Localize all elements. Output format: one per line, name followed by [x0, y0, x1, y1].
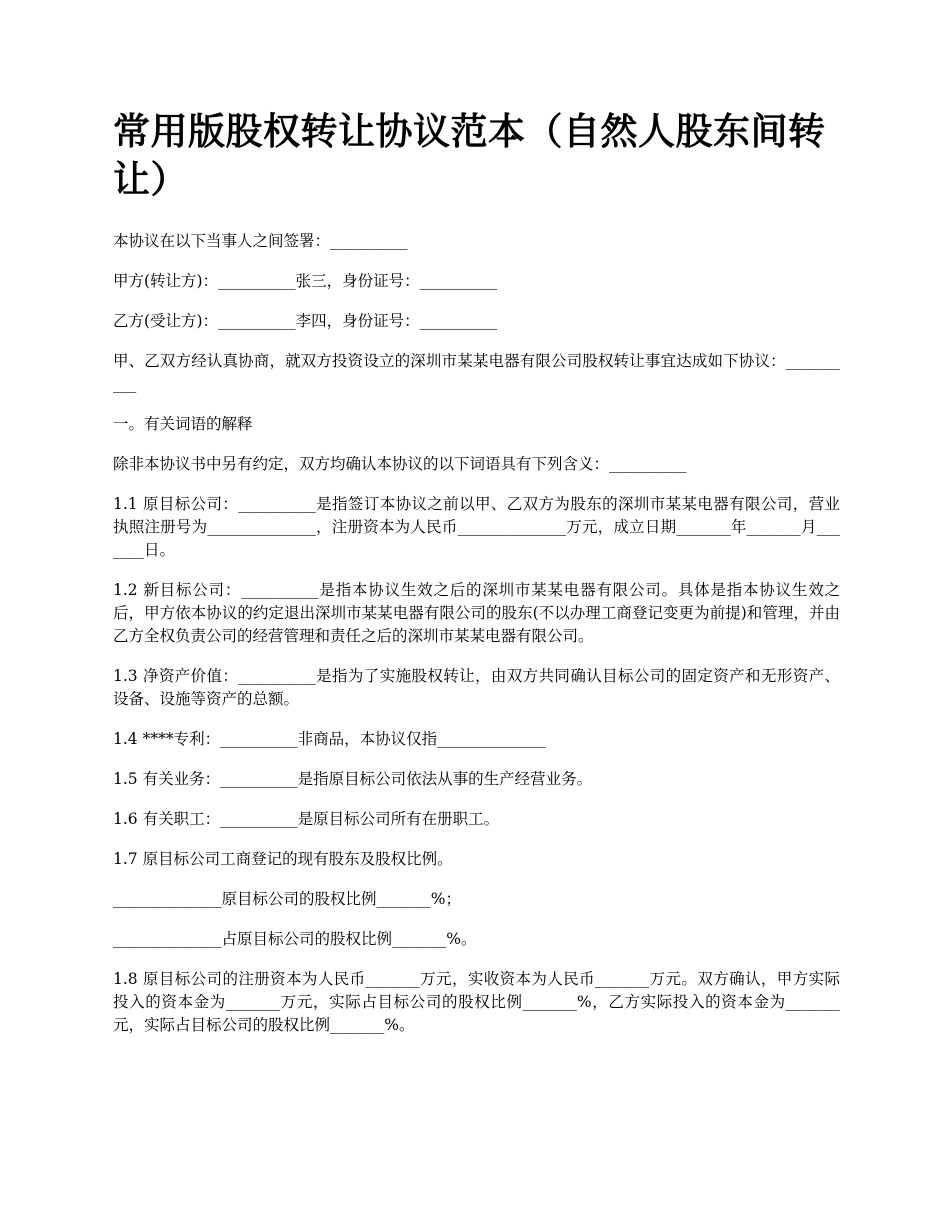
paragraph-party-a: 甲方(转让方)：__________张三，身份证号：__________: [113, 272, 498, 290]
paragraph-definitions-intro: 除非本协议书中另有约定，双方均确认本协议的以下词语具有下列含义：__________: [113, 455, 687, 473]
document-title: 常用版股权转让协议范本（自然人股东间转让）: [113, 110, 826, 201]
clause-1-4: 1.4 ****专利：__________非商品，本协议仅指______________: [113, 730, 546, 748]
clause-1-3: 1.3 净资产价值：__________是指为了实施股权转让，由双方共同确认目标公司的固定资产和无形资产、设备、设施等资产的总额。: [113, 667, 840, 708]
section-heading-definitions: 一。有关词语的解释: [113, 415, 253, 433]
clause-1-1: 1.1 原目标公司：__________是指签订本协议之前以甲、乙双方为股东的深圳市某某电器有限公司，营业执照注册号为______________，注册资本为人民币______________万元，成立日期_______年_______月_______日。: [113, 495, 840, 559]
document-page: [113, 108, 840, 1054]
paragraph-party-b: 乙方(受让方)：__________李四，身份证号：__________: [113, 312, 498, 330]
paragraph-parties-intro: 本协议在以下当事人之间签署：__________: [113, 232, 408, 250]
clause-1-7: 1.7 原目标公司工商登记的现有股东及股权比例。: [113, 850, 453, 868]
clause-1-2: 1.2 新目标公司：__________是指本协议生效之后的深圳市某某电器有限公司。具体是指本协议生效之后，甲方依本协议的约定退出深圳市某某电器有限公司的股东(不以办理工商登记变更为前提)和管理，并由乙方全权负责公司的经营管理和责任之后的深圳市某某电器有限公司。: [113, 581, 840, 645]
shareholder-line-2: ______________占原目标公司的股权比例_______%。: [113, 930, 477, 948]
shareholder-line-1: ______________原目标公司的股权比例_______%；: [113, 890, 461, 908]
paragraph-preamble: 甲、乙双方经认真协商，就双方投资设立的深圳市某某电器有限公司股权转让事宜达成如下协议：__________: [113, 352, 840, 393]
clause-1-6: 1.6 有关职工：__________是原目标公司所有在册职工。: [113, 810, 500, 828]
clause-1-8: 1.8 原目标公司的注册资本为人民币_______万元，实收资本为人民币_______万元。双方确认，甲方实际投入的资本金为_______万元，实际占目标公司的股权比例_______%，乙方实际投入的资本金为_______元，实际占目标公司的股权比例_______%。: [113, 970, 840, 1034]
clause-1-5: 1.5 有关业务：__________是指原目标公司依法从事的生产经营业务。: [113, 770, 593, 788]
